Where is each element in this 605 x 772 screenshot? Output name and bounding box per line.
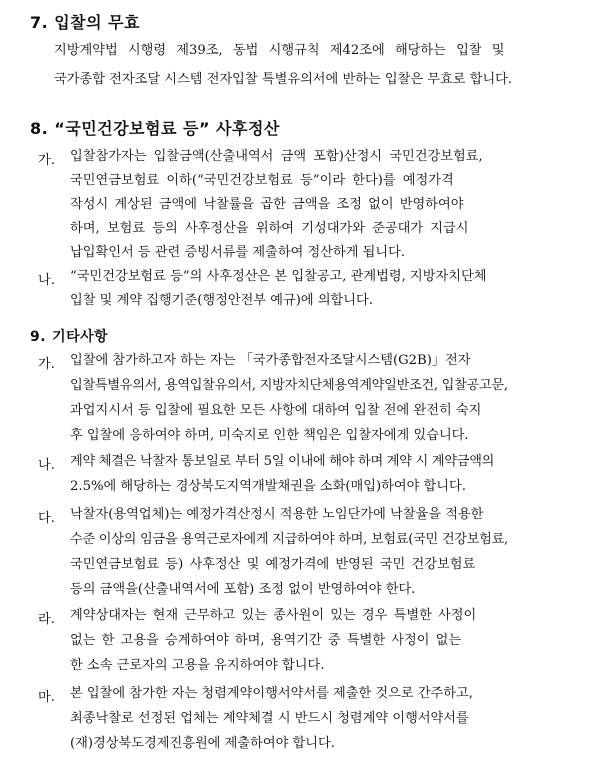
section-title: “국민건강보험료 등” 사후정산 (54, 119, 280, 138)
section-8-heading (30, 116, 280, 139)
section-number: 9. (30, 329, 47, 345)
item-marker: 다. (38, 511, 55, 526)
paragraph-line: 지방계약법 시행령 제39조, 동법 시행규칙 제42조에 해당하는 입찰 및 (54, 43, 505, 58)
paragraph-line: 작성시 계상된 금액에 낙찰률을 곱한 금액을 조정 없이 반영하여야 (70, 197, 464, 212)
paragraph-line: 한 소속 근로자의 고용을 유지하여야 합니다. (70, 658, 325, 673)
paragraph-line: 입찰 및 계약 집행기준(행정안전부 예규)에 의합니다. (70, 293, 373, 308)
item-marker: 나. (38, 273, 55, 288)
paragraph-line: 2.5%에 해당하는 경상북도지역개발채권을 소화(매입)하여야 합니다. (70, 479, 466, 494)
paragraph-line: (재)경상북도경제진흥원에 제출하여야 합니다. (70, 736, 335, 751)
paragraph-line: 수준 이상의 임금을 용역근로자에게 지급하여야 하며, 보험료(국민 건강보험료, (70, 532, 508, 547)
paragraph-line: 납입확인서 등 관련 증빙서류를 제출하여 정산하게 됩니다. (70, 245, 406, 260)
paragraph-line: 국가종합 전자조달 시스템 전자입찰 특별유의서에 반하는 입찰은 무효로 합니다. (54, 72, 513, 87)
section-7-heading (30, 10, 140, 33)
section-9-heading (30, 326, 108, 346)
paragraph-line: 입찰특별유의서, 용역입찰유의서, 지방자치단체용역계약일반조건, 입찰공고문, (70, 378, 508, 393)
item-marker: 가. (38, 357, 55, 372)
paragraph-line: 후 입찰에 응하여야 하며, 미숙지로 인한 책임은 입찰자에게 있습니다. (70, 428, 469, 443)
paragraph-line: 국민연금보험료 등) 사후정산 및 예정가격에 반영된 국민 건강보험료 (70, 557, 476, 572)
section-number: 8. (30, 119, 49, 138)
section-title: 기타사항 (52, 329, 109, 345)
item-marker: 라. (38, 612, 55, 627)
item-marker: 마. (38, 690, 55, 705)
section-title: 입찰의 무효 (54, 13, 141, 32)
paragraph-line: 최종낙찰로 선정된 업체는 계약체결 시 반드시 청렴계약 이행서약서를 (70, 711, 469, 726)
paragraph-line: 과업지시서 등 입찰에 필요한 모든 사항에 대하여 입찰 전에 완전히 숙지 (70, 403, 482, 418)
paragraph-line: 계약상대자는 현재 근무하고 있는 종사원이 있는 경우 특별한 사정이 (70, 608, 477, 623)
paragraph-line: 없는 한 고용을 승계하여야 하며, 용역기간 중 특별한 사정이 없는 (70, 633, 462, 648)
paragraph-line: 계약 체결은 낙찰자 통보일로 부터 5일 이내에 해야 하며 계약 시 계약금액의 (70, 454, 495, 469)
paragraph-line: 입찰에 참가하고자 하는 자는 「국가종합전자조달시스템(G2B)」전자 (70, 353, 471, 368)
section-number: 7. (30, 13, 49, 32)
paragraph-line: 하며, 보험료 등의 사후정산을 위하여 기성대가와 준공대가 지급시 (70, 221, 469, 236)
paragraph-line: 등의 금액을(산출내역서에 포함) 조정 없이 반영하여야 한다. (70, 582, 416, 597)
paragraph-line: 국민연금보험료 이하(“국민건강보험료 등”이라 한다)를 예정가격 (70, 173, 454, 188)
paragraph-line: “국민건강보험료 등”의 사후정산은 본 입찰공고, 관계법령, 지방자치단체 (70, 269, 487, 284)
item-marker: 나. (38, 458, 55, 473)
item-marker: 가. (38, 153, 55, 168)
paragraph-line: 입찰참가자는 입찰금액(산출내역서 금액 포함)산정시 국민건강보험료, (70, 149, 483, 164)
paragraph-line: 본 입찰에 참가한 자는 청렴계약이행서약서를 제출한 것으로 간주하고, (70, 686, 473, 701)
paragraph-line: 낙찰자(용역업체)는 예정가격산정시 적용한 노임단가에 낙찰율을 적용한 (70, 507, 484, 522)
